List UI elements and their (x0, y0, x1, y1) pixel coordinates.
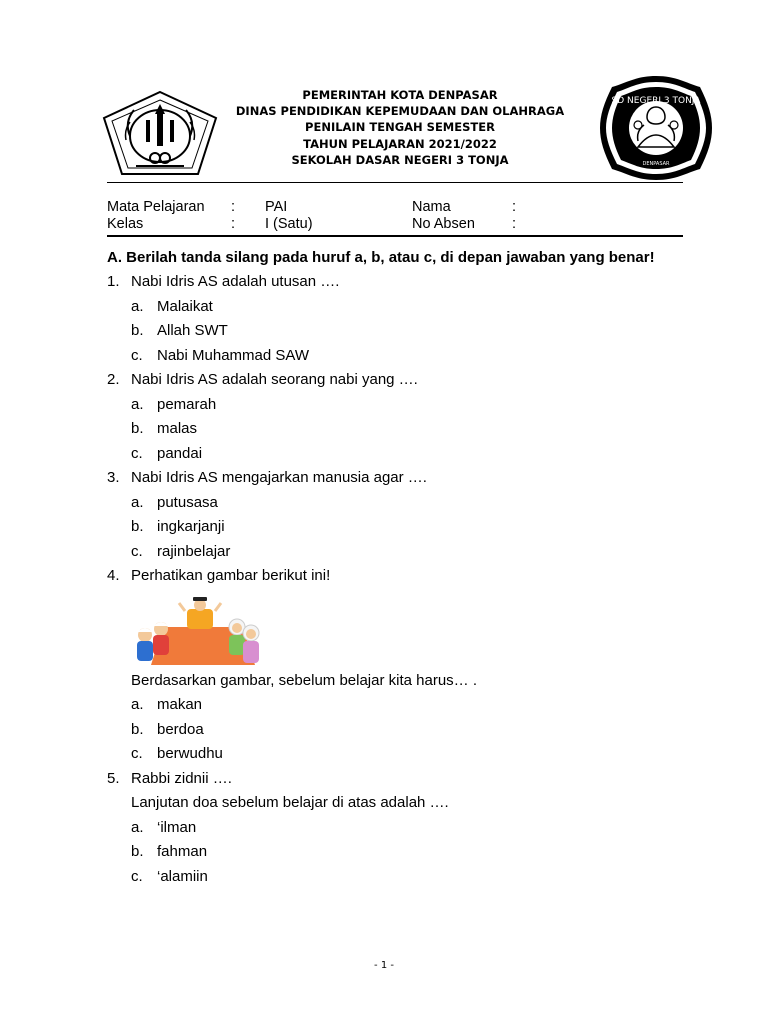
children-praying-illustration-icon (133, 597, 263, 667)
option-letter: c. (131, 867, 143, 885)
option-letter: b. (131, 843, 144, 860)
question-1 (107, 270, 707, 295)
option-letter: b. (131, 720, 144, 738)
letterhead-text (230, 87, 570, 168)
question-5 (107, 767, 707, 792)
header-line-3: PENILAIN TENGAH SEMESTER (305, 120, 495, 135)
question-text: Rabbi zidnii …. (131, 769, 232, 787)
school-seal-icon (596, 73, 716, 183)
option-4a[interactable] (107, 693, 707, 718)
option-letter: a. (131, 395, 144, 413)
option-text: ‘ilman (157, 818, 197, 836)
option-text: berdoa (157, 720, 204, 738)
header-line-4: TAHUN PELAJARAN 2021/2022 (303, 136, 497, 151)
info-divider (107, 235, 683, 237)
option-letter: c. (131, 542, 143, 560)
class-colon: : (231, 216, 236, 232)
option-text: malas (157, 420, 198, 437)
option-text: berwudhu (157, 745, 223, 762)
option-2b[interactable] (107, 417, 707, 442)
option-1c[interactable] (107, 344, 707, 369)
seal-title-text: SD NEGERI 3 TONJA (611, 96, 701, 106)
question-2 (107, 368, 707, 393)
option-4b[interactable] (107, 718, 707, 743)
subject-value: PAI (265, 199, 288, 215)
option-2c[interactable] (107, 442, 707, 467)
question-number: 4. (107, 567, 120, 584)
option-5a[interactable] (107, 816, 707, 841)
option-3c[interactable] (107, 540, 707, 565)
question-4-followup (107, 669, 707, 694)
option-4c[interactable] (107, 742, 707, 767)
question-text: Nabi Idris AS mengajarkan manusia agar …. (131, 469, 427, 486)
question-4 (107, 564, 707, 589)
denpasar-city-emblem-icon (100, 88, 220, 178)
question-3 (107, 466, 707, 491)
question-4-illustration (107, 589, 707, 669)
followup-text: Lanjutan doa sebelum belajar di atas adalah …. (131, 794, 449, 811)
option-1b[interactable] (107, 319, 707, 344)
question-text: Perhatikan gambar berikut ini! (131, 567, 331, 584)
header-line-1: PEMERINTAH KOTA DENPASAR (302, 88, 498, 102)
name-colon: : (512, 199, 517, 215)
question-number: 2. (107, 371, 120, 388)
question-text: Nabi Idris AS adalah utusan …. (131, 273, 340, 290)
header-divider (107, 182, 683, 183)
option-letter: b. (131, 420, 144, 437)
option-text: pemarah (157, 395, 217, 413)
option-letter: c. (131, 346, 143, 364)
option-text: rajinbelajar (157, 542, 231, 560)
option-letter: a. (131, 696, 144, 713)
subject-label: Mata Pelajaran (107, 199, 205, 215)
option-1a[interactable] (107, 295, 707, 320)
seal-subtitle-text: DENPASAR (642, 161, 670, 167)
option-text: Malaikat (157, 297, 213, 315)
class-label: Kelas (107, 216, 144, 232)
question-number: 5. (107, 769, 120, 787)
option-text: Nabi Muhammad SAW (157, 346, 309, 364)
absen-colon: : (512, 216, 517, 232)
question-number: 3. (107, 469, 120, 486)
option-text: Allah SWT (157, 322, 228, 339)
question-section (107, 246, 707, 889)
header-line-2: DINAS PENDIDIKAN KEPEMUDAAN DAN OLAHRAGA (235, 104, 565, 119)
option-letter: b. (131, 322, 144, 339)
option-text: ingkarjanji (157, 518, 225, 535)
option-text: ‘alamiin (157, 867, 208, 885)
followup-text: Berdasarkan gambar, sebelum belajar kita harus… . (131, 671, 478, 689)
option-letter: b. (131, 518, 144, 535)
option-letter: a. (131, 818, 144, 836)
option-letter: a. (131, 493, 144, 511)
option-text: makan (157, 696, 203, 713)
section-instruction: A. Berilah tanda silang pada huruf a, b, atau c, di depan jawaban yang benar! (107, 249, 655, 266)
option-3b[interactable] (107, 515, 707, 540)
option-3a[interactable] (107, 491, 707, 516)
option-text: fahman (157, 843, 208, 860)
option-2a[interactable] (107, 393, 707, 418)
subject-colon: : (231, 199, 236, 215)
option-5b[interactable] (107, 840, 707, 865)
page-number: - 1 - (374, 960, 394, 971)
absen-label: No Absen (412, 216, 475, 232)
option-text: pandai (157, 444, 203, 462)
class-value: I (Satu) (265, 216, 313, 232)
option-5c[interactable] (107, 865, 707, 890)
question-text: Nabi Idris AS adalah seorang nabi yang …. (131, 371, 418, 388)
option-text: putusasa (157, 493, 218, 511)
question-5-followup (107, 791, 707, 816)
option-letter: c. (131, 745, 143, 762)
option-letter: a. (131, 297, 144, 315)
option-letter: c. (131, 444, 143, 462)
question-number: 1. (107, 273, 120, 290)
header-line-5: SEKOLAH DASAR NEGERI 3 TONJA (291, 152, 509, 167)
name-label: Nama (412, 199, 451, 215)
